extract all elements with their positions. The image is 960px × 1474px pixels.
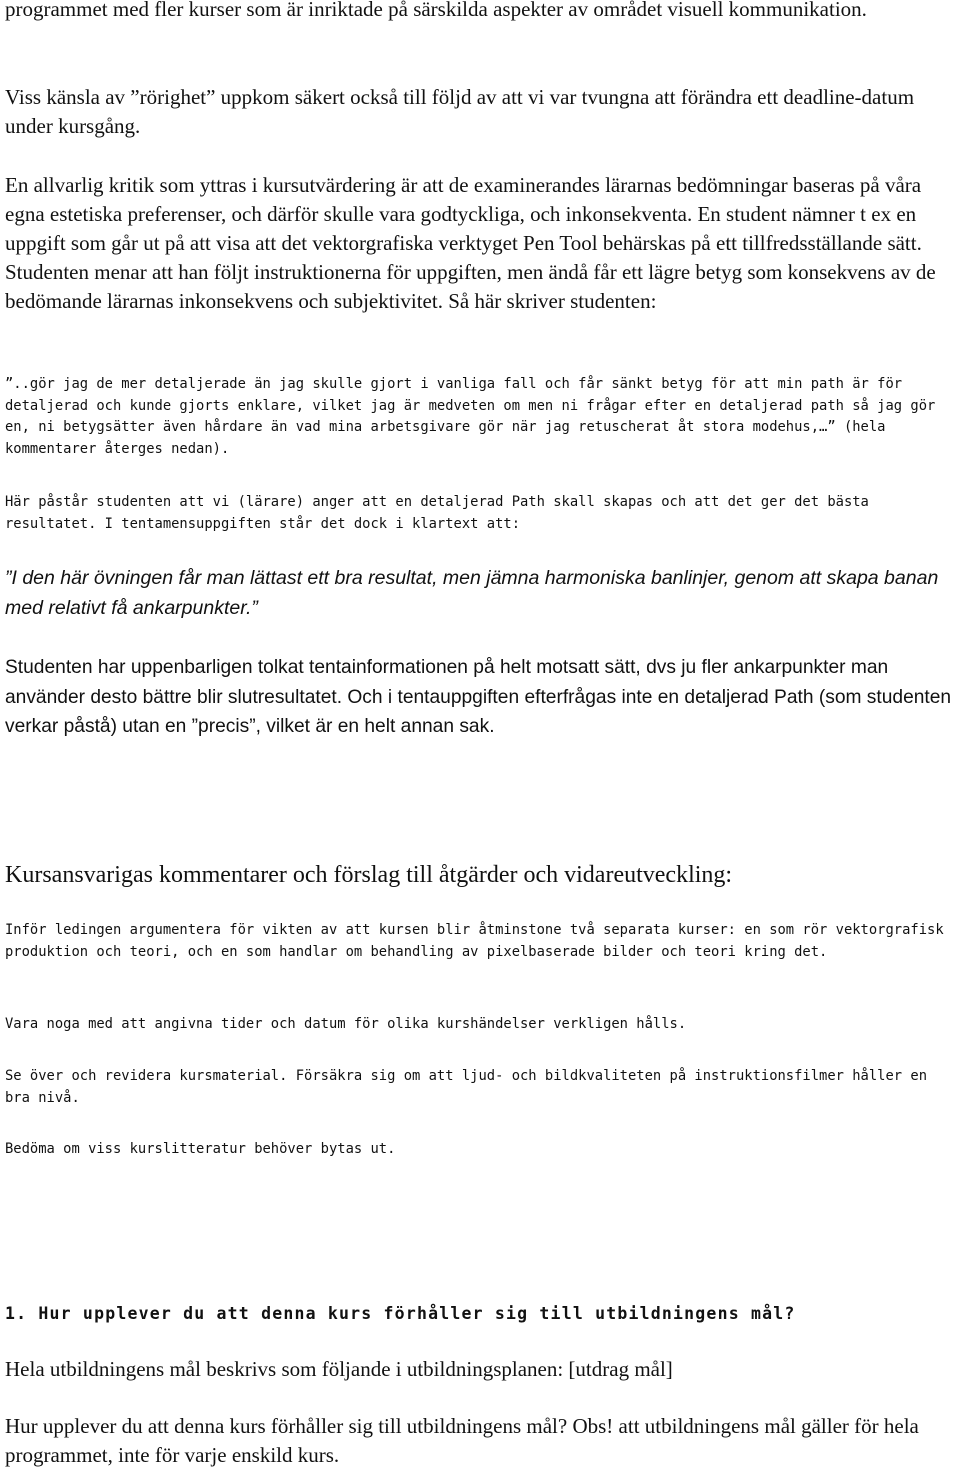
exam-quote: ”I den här övningen får man lättast ett bra resultat, men jämna harmoniska banlinjer, genom att skapa banan med relativt få ankarpunkter.”: [5, 567, 939, 619]
action-item: Vara noga med att angivna tider och datum för olika kurshändelser verkligen hålls.: [5, 1016, 687, 1032]
question-paragraph: Hela utbildningens mål beskrivs som följande i utbildningsplanen: [utdrag mål]: [5, 1357, 673, 1381]
paragraph-criticism: En allvarlig kritik som yttras i kursutvärdering är att de examinerandes lärarnas bedömningar baseras på våra egna estetiska preferenser, och därför skulle vara godtyckliga, och inkonsekventa. En student nämner t ex en uppgift som går ut på att visa att det vektorgrafiska verktyget Pen Tool behärskas på ett tillfredsställande sätt. Studenten menar att han följt instruktionerna för uppgiften, men ändå får ett lägre betyg som konsekvens av de bedömande lärarnas inkonsekvens och subjektivitet. Så här skriver studenten:: [5, 173, 936, 313]
section-heading: Kursansvarigas kommentarer och förslag till åtgärder och vidareutveckling:: [5, 862, 733, 888]
student-quote: ”..gör jag de mer detaljerade än jag skulle gjort i vanliga fall och får sänkt betyg för att min path är för detaljerad och kunde gjorts enklare, vilket jag är medveten om men ni frågar efter en detaljerad path så jag gör en, ni betygsätter även hårdare än vad mina arbetsgivare gör när jag retuscherat åt stora modehus,…” (hela kommentarer återges nedan).: [5, 376, 936, 457]
paragraph-student-claim: Här påstår studenten att vi (lärare) anger att en detaljerad Path skall skapas och att det ger det bästa resultatet. I tentamensuppgiften står det dock i klartext att:: [5, 494, 869, 532]
paragraph-deadline-change: Viss känsla av ”rörighet” uppkom säkert också till följd av att vi var tvungna att förändra ett deadline-datum under kursgång.: [5, 85, 915, 138]
action-item: Bedöma om viss kurslitteratur behöver bytas ut.: [5, 1141, 396, 1157]
action-item: Inför ledingen argumentera för vikten av att kursen blir åtminstone två separata kurser: en som rör vektorgrafisk produktion och teori, och en som handlar om behandling av pixelbaserade bilder och teori kring det.: [5, 922, 944, 960]
question-paragraph: Hur upplever du att denna kurs förhåller sig till utbildningens mål? Obs! att utbildningens mål gäller för hela programmet, inte för varje enskild kurs.: [5, 1414, 919, 1467]
paragraph-interpretation: Studenten har uppenbarligen tolkat tentainformationen på helt motsatt sätt, dvs ju fler ankarpunkter man använder desto bättre blir slutresultatet. Och i tentauppgiften efterfrågas inte en detaljerad Path (som studenten verkar påstå) utan en ”precis”, vilket är en helt annan sak.: [5, 657, 952, 737]
action-item: Se över och revidera kursmaterial. Försäkra sig om att ljud- och bildkvaliteten på instruktionsfilmer håller en bra nivå.: [5, 1068, 928, 1106]
question-heading: 1. Hur upplever du att denna kurs förhåller sig till utbildningens mål?: [5, 1304, 796, 1323]
paragraph-program-context: programmet med fler kurser som är inriktade på särskilda aspekter av området visuell kommunikation.: [5, 0, 867, 21]
